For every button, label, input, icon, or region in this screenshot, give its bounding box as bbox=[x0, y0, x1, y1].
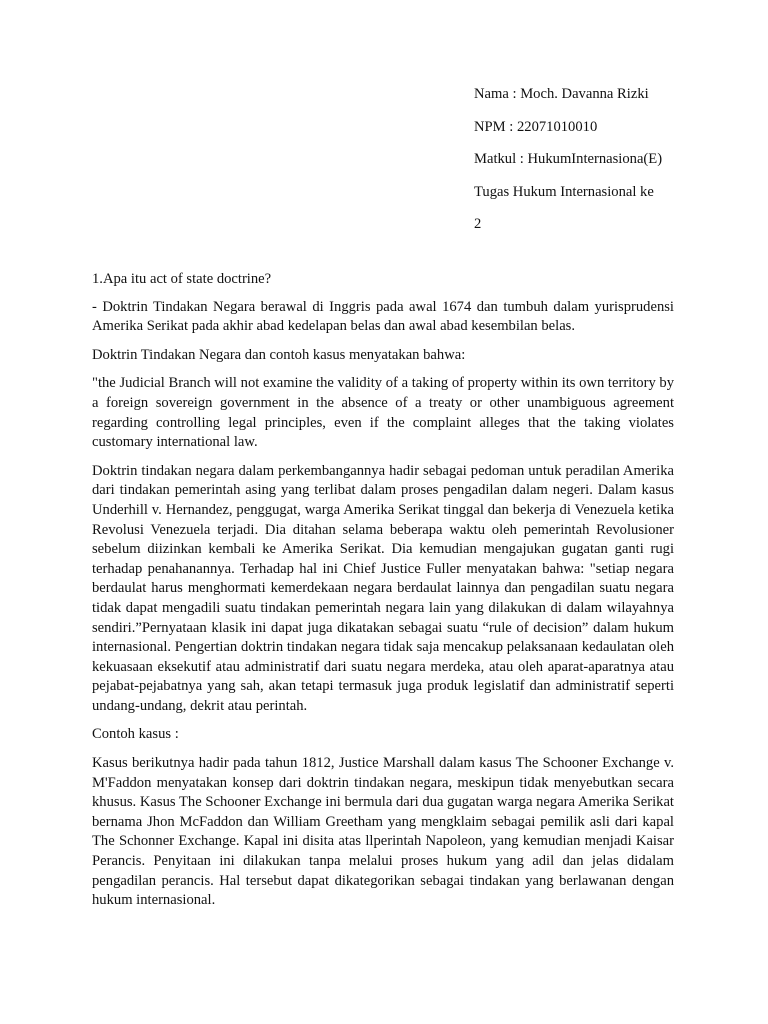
assignment-title: Tugas Hukum Internasional ke bbox=[474, 183, 654, 200]
paragraph-intro: Doktrin Tindakan Negara dan contoh kasus menyatakan bahwa: bbox=[92, 346, 466, 363]
paragraph-development: Doktrin tindakan negara dalam perkembangannya hadir sebagai pedoman untuk peradilan Amerika dari tindakan pemerintah asing yang terlibat dalam proses pengadilan dalam negeri. Dalam kasus Underhill v. Hernandez, penggugat, warga Amerika Serikat tinggal dan bekerja di Venezuela ketika Revolusi Venezuela terjadi. Dia ditahan selama beberapa waktu oleh pemerintah Revolusioner sebelum diizinkan kembali ke Amerika Serikat. Dia kemudian mengajukan gugatan ganti rugi terhadap penahanannya. Terhadap hal ini Chief Justice Fuller menyatakan bahwa: "setiap negara berdaulat harus menghormati kemerdekaan negara berdaulat lainnya dan pengadilan suatu negara tidak dapat mengadili suatu tindakan pemerintah negara lain yang dilakukan di dalam wilayahnya sendiri.”Pernyataan klasik ini dapat juga dikatakan sebagai suatu “rule of decision” dalam hukum internasional. Pengertian doktrin tindakan negara tidak saja mencakup pelaksanaan kedaulatan oleh kekuasaan eksekutif atau administratif dari suatu negara merdeka, atau oleh aparat-aparatnya atau pejabat-pejabatnya yang sah, akan tetapi termasuk juga produk legislatif dan administratif seperti undang-undang, dekrit atau perintah. bbox=[92, 462, 674, 714]
paragraph-example-heading: Contoh kasus : bbox=[92, 726, 179, 743]
paragraph-example-case: Kasus berikutnya hadir pada tahun 1812, Justice Marshall dalam kasus The Schooner Exchange v. M'Faddon menyatakan konsep dari doktrin tindakan negara, meskipun tidak menyebutkan secara khusus. Kasus The Schooner Exchange ini bermula dari dua gugatan warga negara Amerika Serikat bernama Jhon McFaddon dan William Greetham yang mengklaim sebagai pemilik asli dari kapal The Schonner Exchange. Kapal ini disita atas llperintah Napoleon, yang kemudian menjadi Kaisar Perancis. Penyitaan ini dilakukan tanpa melalui proses hukum yang adil dan jelas didalam pengadilan perancis. Hal tersebut dapat dikategorikan sebagai tindakan yang berlawanan dengan hukum internasional. bbox=[92, 755, 674, 909]
course-name: Matkul : HukumInternasiona(E) bbox=[474, 151, 663, 167]
question-heading: 1.Apa itu act of state doctrine? bbox=[92, 271, 272, 287]
student-name: Nama : Moch. Davanna Rizki bbox=[474, 86, 649, 102]
document-body bbox=[92, 270, 674, 920]
assignment-number: 2 bbox=[474, 216, 482, 232]
student-npm: NPM : 22071010010 bbox=[474, 118, 598, 135]
paragraph-quote: "the Judicial Branch will not examine the validity of a taking of property within its own territory by a foreign sovereign government in the absence of a treaty or other unambiguous agreement regarding controlling legal principles, even if the complaint alleges that the taking violates customary international law. bbox=[92, 375, 674, 451]
paragraph-origin: - Doktrin Tindakan Negara berawal di Inggris pada awal 1674 dan tumbuh dalam yurisprudensi Amerika Serikat pada akhir abad kedelapan belas dan awal abad kesembilan belas. bbox=[92, 298, 674, 335]
student-info-block bbox=[474, 84, 734, 247]
